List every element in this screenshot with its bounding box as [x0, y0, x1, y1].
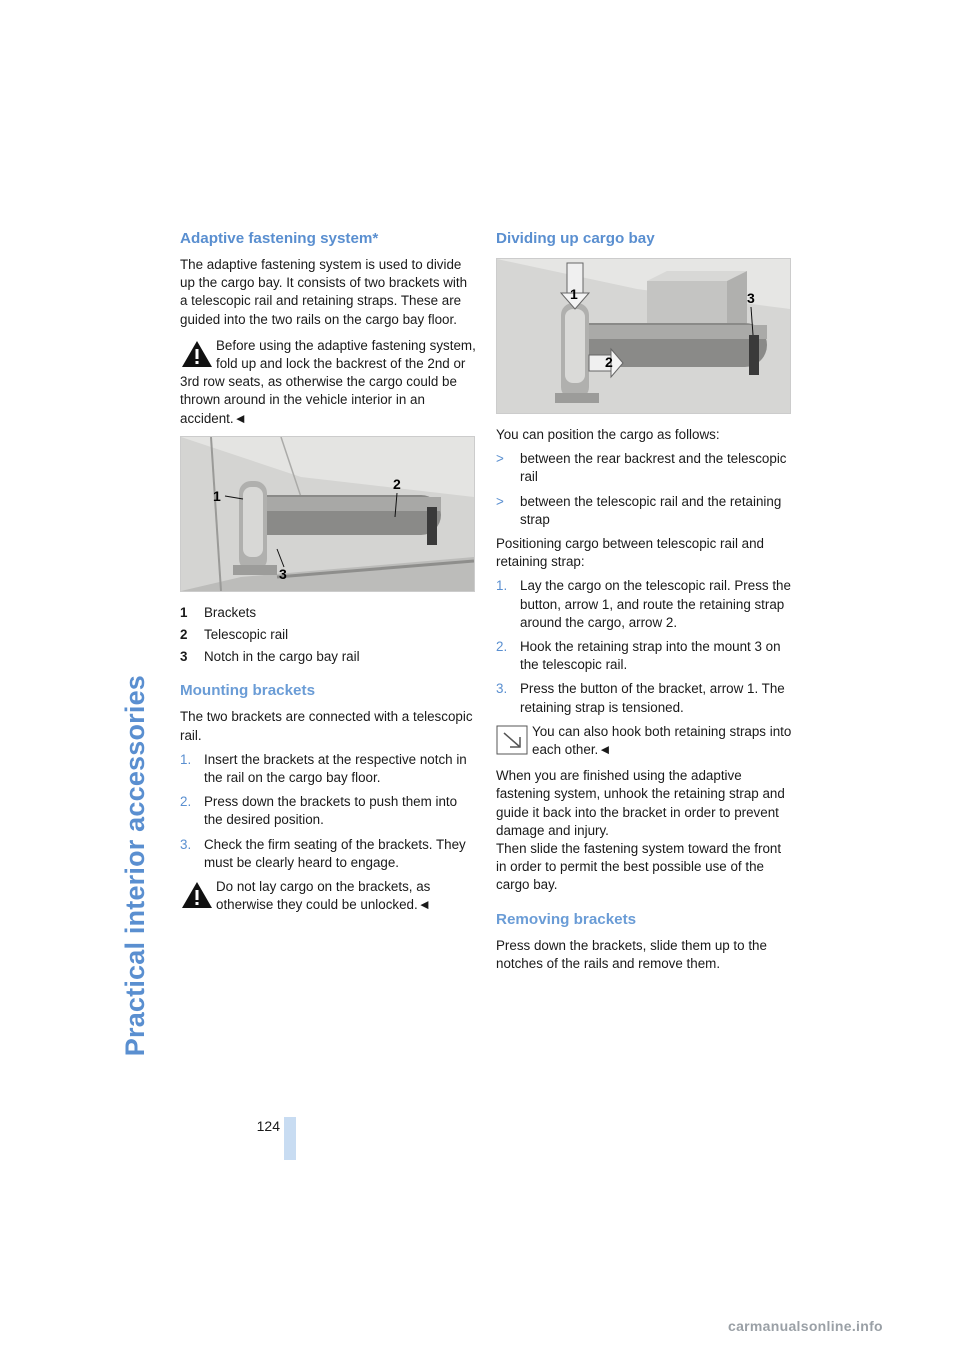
intro-paragraph: The adaptive fastening system is used to divide up the cargo bay. It consists of two brackets with a telescopic rail and retaining straps. These are guided into the two rails on the cargo bay floor. [180, 257, 468, 327]
page-number-bar [284, 1117, 296, 1160]
warning-note-2 [180, 878, 476, 914]
brackets-figure [180, 436, 475, 592]
legend-item: 2 Telescopic rail [180, 627, 289, 643]
watermark: carmanualsonline.info [728, 1318, 883, 1334]
list-item: 1. Insert the brackets at the respective notch in the rail on the cargo bay floor. [180, 751, 467, 786]
legend-item: 3 Notch in the cargo bay rail [180, 649, 360, 665]
warning-triangle-icon [180, 339, 214, 369]
section-heading-removing: Removing brackets [496, 910, 637, 928]
section-heading-dividing: Dividing up cargo bay [496, 230, 655, 247]
list-item: 1. Lay the cargo on the telescopic rail. Press the button, arrow 1, and route the retaining strap around the cargo, arrow 2. [496, 578, 791, 630]
warning-triangle-icon [180, 880, 214, 910]
chapter-title-text: Practical interior accessories [119, 674, 150, 1056]
removing-paragraph: Press down the brackets, slide them up to the notches of the rails and remove them. [496, 937, 767, 971]
right-column [496, 228, 792, 979]
fig2-label-3: 3 [747, 290, 755, 306]
dividing-figure [496, 258, 791, 414]
left-column [180, 228, 476, 922]
warning-text-2: Do not lay cargo on the brackets, as otherwise they could be unlocked.◄ [216, 879, 431, 913]
fig1-label-1: 1 [213, 487, 221, 504]
legend-item: 1 Brackets [180, 604, 257, 620]
list-item: 2. Press down the brackets to push them into the desired position. [180, 794, 458, 828]
position-intro: You can position the cargo as follows: [496, 427, 720, 442]
finish-paragraph: When you are finished using the adaptive fastening system, unhook the retaining strap and guide it back into the bracket in order to prevent damage and injury. [496, 768, 785, 838]
warning-note-1 [180, 337, 476, 428]
list-item: 2. Hook the retaining strap into the mount 3 on the telescopic rail. [496, 639, 781, 673]
list-item: 3. Press the button of the bracket, arrow 1. The retaining strap is tensioned. [496, 681, 785, 715]
tip-note [496, 723, 792, 759]
position-options [496, 450, 792, 529]
list-item: > between the telescopic rail and the retaining strap [496, 493, 782, 527]
sidebar-chapter-title [112, 36, 158, 1056]
list-item: > between the rear backrest and the telescopic rail [496, 451, 787, 485]
tip-text: You can also hook both retaining straps into each other.◄ [532, 723, 792, 758]
fig2-label-2: 2 [605, 354, 613, 370]
mounting-steps [180, 751, 476, 872]
tip-arrow-icon [496, 725, 530, 755]
figure-legend [180, 604, 476, 667]
mounting-intro: The two brackets are connected with a telescopic rail. [180, 709, 473, 743]
fig2-label-1: 1 [570, 286, 578, 302]
fig1-label-2: 2 [393, 475, 401, 492]
section-heading-mounting: Mounting brackets [180, 682, 316, 700]
positioning-text: Positioning cargo between telescopic rail and retaining strap: [496, 536, 764, 570]
fig1-label-3: 3 [279, 565, 287, 582]
section-heading-adaptive-fastening: Adaptive fastening system* [180, 230, 379, 247]
slide-paragraph: Then slide the fastening system toward the front in order to permit the best possible use of the cargo bay. [496, 841, 782, 893]
page-number: 124 [256, 1118, 280, 1134]
dividing-steps [496, 577, 792, 716]
warning-text-1: Before using the adaptive fastening system, fold up and lock the backrest of the 2nd or 3rd row seats, as otherwise the cargo could be thrown around in the vehicle interior in an accident.◄ [180, 337, 476, 426]
list-item: 3. Check the firm seating of the brackets. They must be clearly heard to engage. [180, 836, 466, 870]
